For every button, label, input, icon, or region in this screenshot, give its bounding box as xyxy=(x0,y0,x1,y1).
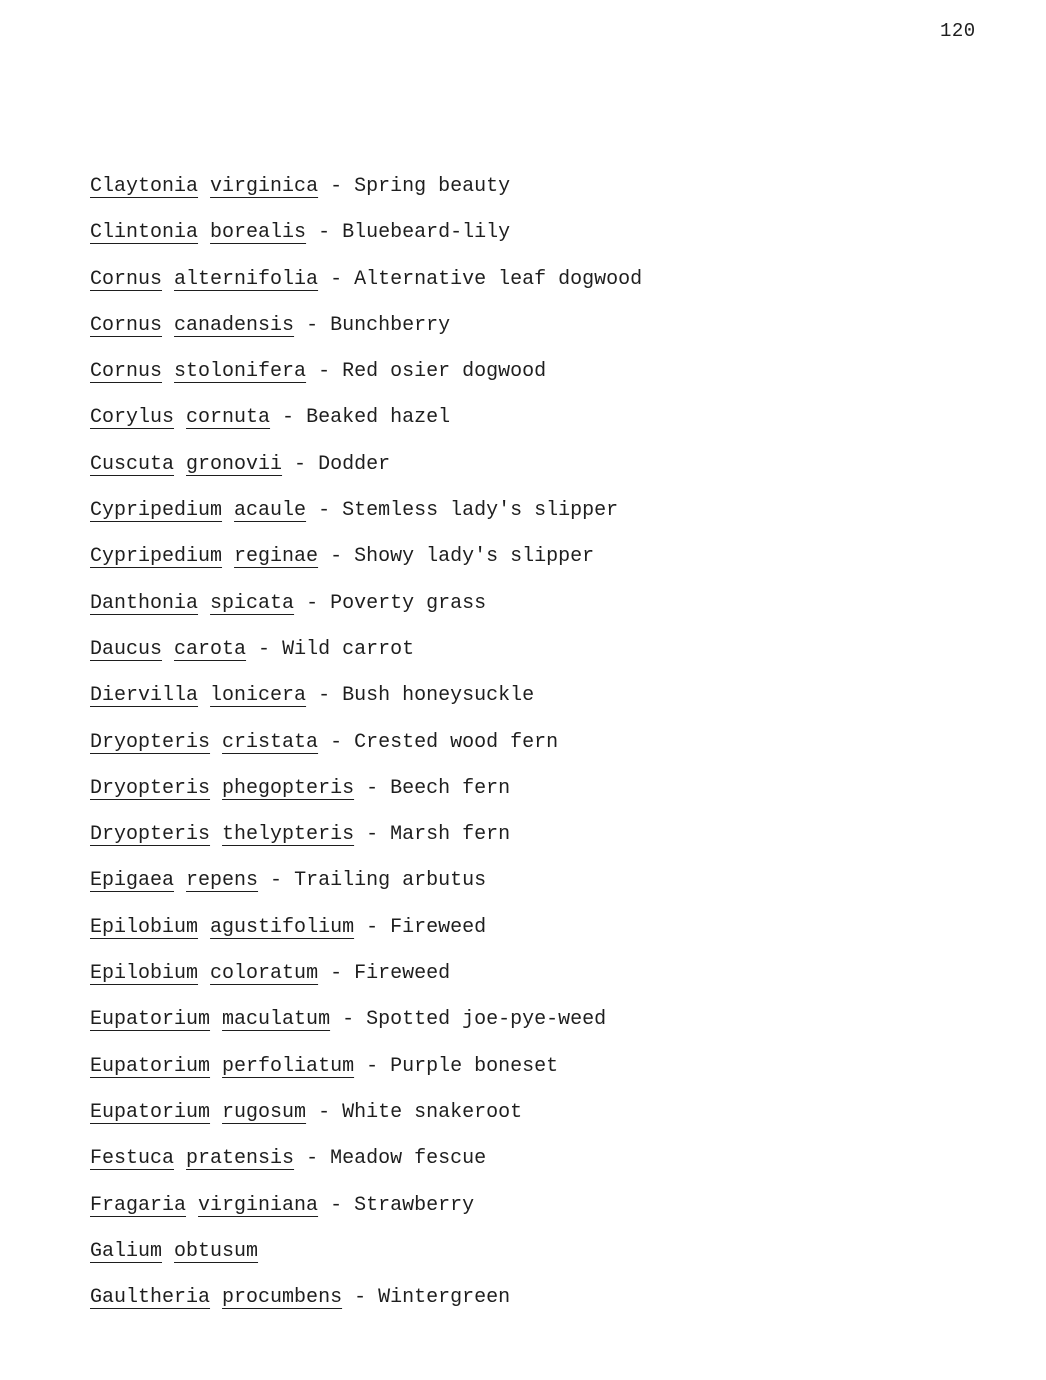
species-name: coloratum xyxy=(210,962,319,986)
species-name: thelypteris xyxy=(222,823,355,847)
species-name: virginica xyxy=(210,175,319,198)
list-item xyxy=(90,1191,642,1237)
separator: - xyxy=(306,221,343,245)
genus-name: Cypripedium xyxy=(90,545,223,569)
list-item xyxy=(90,218,642,264)
common-name: Fireweed xyxy=(354,962,451,986)
common-name: Bush honeysuckle xyxy=(342,684,535,708)
common-name: Wintergreen xyxy=(378,1286,511,1310)
separator: - xyxy=(282,452,319,476)
genus-name: Corylus xyxy=(90,406,175,430)
separator: - xyxy=(318,175,355,198)
common-name: Red osier dogwood xyxy=(342,360,547,384)
common-name: Showy lady's slipper xyxy=(354,545,595,569)
list-item xyxy=(90,589,642,635)
genus-name: Claytonia xyxy=(90,175,199,198)
separator: - xyxy=(318,730,355,754)
genus-name: Danthonia xyxy=(90,591,199,615)
species-name: cristata xyxy=(222,730,319,754)
species-name: rugosum xyxy=(222,1100,307,1124)
species-name: spicata xyxy=(210,591,295,615)
list-item xyxy=(90,728,642,774)
separator: - xyxy=(306,360,343,384)
species-name: phegopteris xyxy=(222,776,355,800)
genus-name: Eupatorium xyxy=(90,1054,211,1078)
common-name: Bluebeard-lily xyxy=(342,221,511,245)
list-item xyxy=(90,959,642,1005)
common-name: Crested wood fern xyxy=(354,730,559,754)
genus-name: Cornus xyxy=(90,360,163,384)
species-list xyxy=(90,172,642,1329)
genus-name: Cypripedium xyxy=(90,499,223,523)
genus-name: Daucus xyxy=(90,637,163,661)
common-name: Stemless lady's slipper xyxy=(342,499,619,523)
species-name: lonicera xyxy=(210,684,307,708)
genus-name: Diervilla xyxy=(90,684,199,708)
separator: - xyxy=(306,684,343,708)
list-item xyxy=(90,820,642,866)
separator: - xyxy=(294,313,331,337)
list-item xyxy=(90,635,642,681)
common-name: Alternative leaf dogwood xyxy=(354,267,643,291)
species-name: borealis xyxy=(210,221,307,245)
common-name: Beaked hazel xyxy=(306,406,451,430)
species-name: maculatum xyxy=(222,1008,331,1032)
list-item xyxy=(90,311,642,357)
common-name: Purple boneset xyxy=(390,1054,559,1078)
genus-name: Gaultheria xyxy=(90,1286,211,1310)
common-name: Dodder xyxy=(318,452,391,476)
species-name: pratensis xyxy=(186,1147,295,1171)
common-name: Spring beauty xyxy=(354,175,511,198)
list-item xyxy=(90,913,642,959)
separator: - xyxy=(318,962,355,986)
species-name: virginiana xyxy=(198,1193,319,1217)
separator: - xyxy=(294,591,331,615)
separator: - xyxy=(318,1193,355,1217)
common-name: Marsh fern xyxy=(390,823,511,847)
species-name: gronovii xyxy=(186,452,283,476)
separator: - xyxy=(294,1147,331,1171)
separator: - xyxy=(306,499,343,523)
species-name: acaule xyxy=(234,499,307,523)
species-name: stolonifera xyxy=(174,360,307,384)
species-name: alternifolia xyxy=(174,267,319,291)
list-item xyxy=(90,681,642,727)
common-name: Beech fern xyxy=(390,776,511,800)
separator: - xyxy=(342,1286,379,1310)
list-item xyxy=(90,496,642,542)
species-name: canadensis xyxy=(174,313,295,337)
list-item xyxy=(90,1052,642,1098)
list-item xyxy=(90,866,642,912)
list-item xyxy=(90,774,642,820)
separator: - xyxy=(258,869,295,893)
genus-name: Eupatorium xyxy=(90,1008,211,1032)
genus-name: Cuscuta xyxy=(90,452,175,476)
genus-name: Epilobium xyxy=(90,915,199,939)
species-name: perfoliatum xyxy=(222,1054,355,1078)
common-name: Poverty grass xyxy=(330,591,487,615)
common-name: White snakeroot xyxy=(342,1100,523,1124)
separator: - xyxy=(246,637,283,661)
common-name: Wild carrot xyxy=(282,637,415,661)
separator: - xyxy=(318,267,355,291)
page-number: 120 xyxy=(940,20,976,42)
species-name: agustifolium xyxy=(210,915,355,939)
species-name: carota xyxy=(174,637,247,661)
separator: - xyxy=(306,1100,343,1124)
genus-name: Clintonia xyxy=(90,221,199,245)
list-item xyxy=(90,450,642,496)
common-name: Trailing arbutus xyxy=(294,869,487,893)
species-name: cornuta xyxy=(186,406,271,430)
genus-name: Festuca xyxy=(90,1147,175,1171)
genus-name: Eupatorium xyxy=(90,1100,211,1124)
common-name: Strawberry xyxy=(354,1193,475,1217)
genus-name: Cornus xyxy=(90,267,163,291)
common-name: Bunchberry xyxy=(330,313,451,337)
list-item xyxy=(90,542,642,588)
list-item xyxy=(90,172,642,218)
separator: - xyxy=(354,1054,391,1078)
common-name: Meadow fescue xyxy=(330,1147,487,1171)
genus-name: Dryopteris xyxy=(90,823,211,847)
separator: - xyxy=(354,823,391,847)
separator: - xyxy=(318,545,355,569)
list-item xyxy=(90,1237,642,1283)
species-name: reginae xyxy=(234,545,319,569)
list-item xyxy=(90,1144,642,1190)
separator: - xyxy=(354,776,391,800)
separator: - xyxy=(354,915,391,939)
genus-name: Dryopteris xyxy=(90,776,211,800)
species-name: procumbens xyxy=(222,1286,343,1310)
genus-name: Fragaria xyxy=(90,1193,187,1217)
common-name: Spotted joe-pye-weed xyxy=(366,1008,607,1032)
list-item xyxy=(90,265,642,311)
genus-name: Dryopteris xyxy=(90,730,211,754)
list-item xyxy=(90,403,642,449)
species-name: obtusum xyxy=(174,1239,259,1263)
list-item xyxy=(90,357,642,403)
species-name: repens xyxy=(186,869,259,893)
common-name: Fireweed xyxy=(390,915,487,939)
list-item xyxy=(90,1283,642,1329)
list-item xyxy=(90,1098,642,1144)
genus-name: Cornus xyxy=(90,313,163,337)
list-item xyxy=(90,1005,642,1051)
separator: - xyxy=(330,1008,367,1032)
genus-name: Epilobium xyxy=(90,962,199,986)
genus-name: Galium xyxy=(90,1239,163,1263)
separator: - xyxy=(270,406,307,430)
genus-name: Epigaea xyxy=(90,869,175,893)
